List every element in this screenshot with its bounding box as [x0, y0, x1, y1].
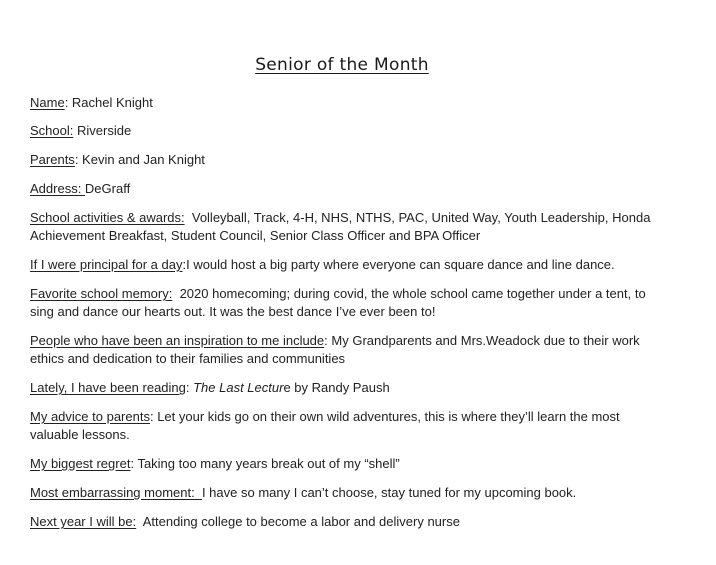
- field-label: School activities & awards:: [30, 210, 185, 225]
- field-separator: :: [130, 456, 138, 471]
- field-value: Kevin and Jan Knight: [82, 152, 205, 167]
- field-separator: [185, 210, 192, 225]
- field-label: Favorite school memory:: [30, 286, 173, 301]
- field-embarrassing: [30, 484, 670, 502]
- profile-fields: [30, 94, 670, 531]
- field-value: Attending college to become a labor and delivery nurse: [142, 514, 460, 529]
- field-label: If I were principal for a day: [30, 257, 183, 272]
- field-next-year: [30, 513, 670, 531]
- field-value: Let your kids go on their own wild adventures, this is where they’ll learn the most valuable lessons.: [30, 409, 620, 442]
- field-label: Address:: [30, 181, 85, 196]
- field-separator: [172, 286, 179, 301]
- field-advice: [30, 408, 670, 444]
- field-regret: [30, 455, 670, 473]
- field-value: e by Randy Paush: [283, 380, 390, 395]
- field-label: People who have been an inspiration to me include: [30, 333, 325, 348]
- field-separator: :: [64, 95, 72, 110]
- field-value: Taking too many years break out of my “shell”: [137, 456, 400, 471]
- field-label: My biggest regret: [30, 456, 131, 471]
- field-separator: :: [182, 257, 187, 272]
- field-value: 2020 homecoming; during covid, the whole school came together under a tent, to sing and dance our hearts out. It was the best dance I’ve ever been to!: [30, 286, 646, 319]
- document-title: Senior of the Month: [255, 55, 429, 75]
- field-principal: [30, 256, 670, 274]
- field-label: Name: [30, 95, 65, 110]
- field-value: Volleyball, Track, 4-H, NHS, NTHS, PAC, United Way, Youth Leadership, Honda Achievement Breakfast, Student Council, Senior Class Officer and BPA Officer: [30, 210, 651, 243]
- field-separator: :: [185, 380, 194, 395]
- field-value: Rachel Knight: [71, 95, 153, 110]
- field-label: School:: [30, 123, 74, 138]
- field-label: Most embarrassing moment:: [30, 485, 202, 500]
- field-name: [30, 94, 670, 112]
- field-memory: [30, 285, 670, 321]
- field-value: I have so many I can’t choose, stay tuned for my upcoming book.: [201, 485, 577, 500]
- field-value: Riverside: [77, 123, 132, 138]
- field-label: My advice to parents: [30, 409, 150, 424]
- field-school: [30, 122, 670, 140]
- field-label: Lately, I have been reading: [30, 380, 186, 395]
- field-value: DeGraff: [84, 181, 131, 196]
- field-separator: :: [74, 152, 83, 167]
- field-value: I would host a big party where everyone can square dance and line dance.: [186, 257, 615, 272]
- field-separator: :: [324, 333, 332, 348]
- field-label: Next year I will be:: [30, 514, 137, 529]
- field-inspiration: [30, 332, 670, 368]
- field-address: [30, 180, 670, 198]
- field-label: Parents: [30, 152, 75, 167]
- field-reading: [30, 379, 670, 397]
- field-parents: [30, 151, 670, 169]
- field-activities: [30, 209, 670, 245]
- field-separator: :: [149, 409, 158, 424]
- book-title: The Last Lectur: [193, 380, 284, 395]
- field-value: My Grandparents and Mrs.Weadock due to their work ethics and dedication to their families and communities: [30, 333, 640, 366]
